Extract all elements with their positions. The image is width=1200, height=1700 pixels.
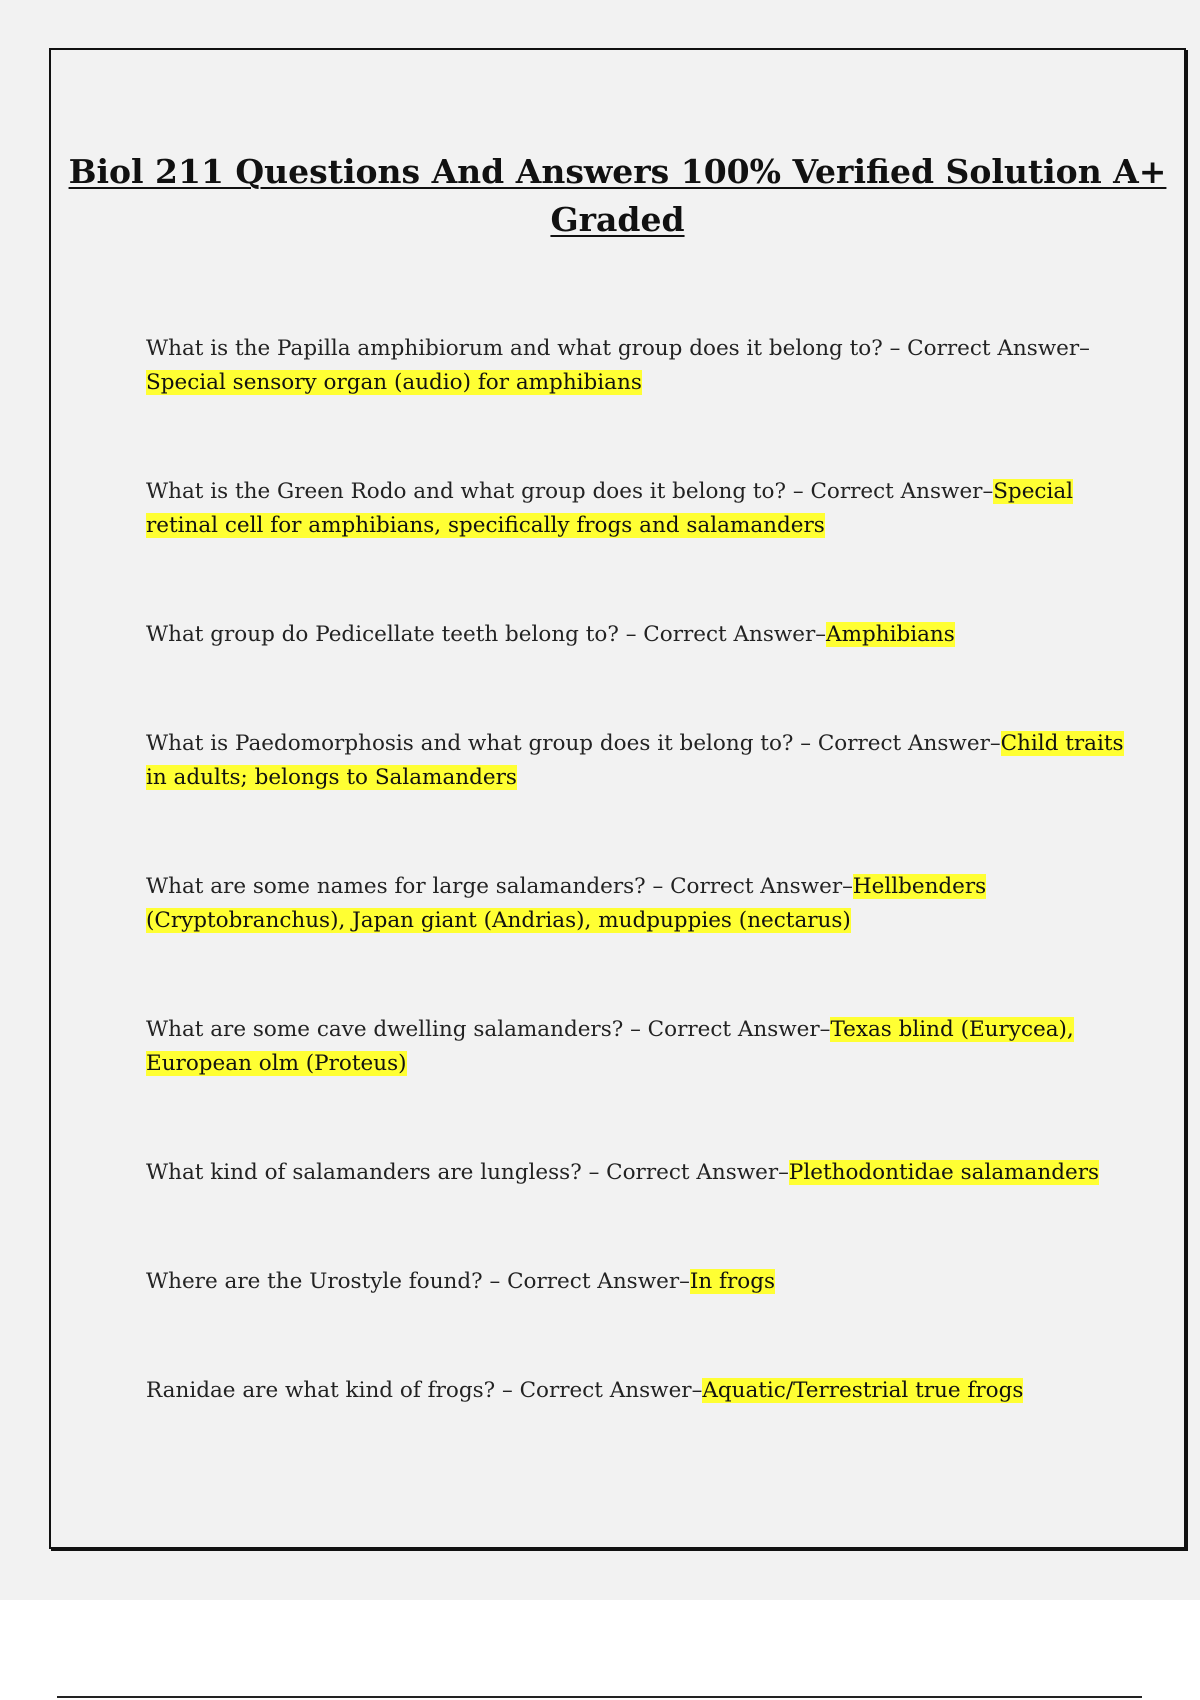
question-text: What are some names for large salamanders? xyxy=(146,874,646,899)
answer-separator: – Correct Answer– xyxy=(645,874,853,899)
question-text: What kind of salamanders are lungless? xyxy=(146,1160,582,1185)
question-text: What is the Papilla amphibiorum and what group does it belong to? xyxy=(146,336,883,361)
question-text: What is the Green Rodo and what group does it belong to? xyxy=(146,479,787,504)
qa-item xyxy=(146,870,1136,938)
highlighted-answer: In frogs xyxy=(689,1269,776,1294)
bottom-divider xyxy=(57,1696,1142,1698)
question-text: What group do Pedicellate teeth belong to? xyxy=(146,622,619,647)
qa-item xyxy=(146,1374,1136,1408)
highlighted-answer: Texas blind (Eurycea), European olm (Proteus) xyxy=(146,1017,1074,1076)
question-text: Ranidae are what kind of frogs? xyxy=(146,1378,496,1403)
qa-item xyxy=(146,1156,1136,1190)
qa-item xyxy=(146,618,1136,652)
highlighted-answer: Special retinal cell for amphibians, specifically frogs and salamanders xyxy=(146,479,1074,538)
question-text: What are some cave dwelling salamanders? xyxy=(146,1017,624,1042)
answer-separator: – Correct Answer– xyxy=(581,1160,789,1185)
answer-separator: – Correct Answer– xyxy=(882,336,1090,361)
qa-item xyxy=(146,727,1136,795)
document-title: Biol 211 Questions And Answers 100% Verified Solution A+ Graded xyxy=(68,152,1167,239)
highlighted-answer: Plethodontidae salamanders xyxy=(788,1160,1100,1185)
qa-item xyxy=(146,1013,1136,1081)
qa-item xyxy=(146,332,1136,400)
highlighted-answer: Aquatic/Terrestrial true frogs xyxy=(702,1378,1024,1403)
highlighted-answer: Child traits in adults; belongs to Salamanders xyxy=(146,731,1124,790)
answer-separator: – Correct Answer– xyxy=(623,1017,831,1042)
answer-separator: – Correct Answer– xyxy=(786,479,994,504)
answer-separator: – Correct Answer– xyxy=(495,1378,703,1403)
qa-item xyxy=(146,475,1136,543)
answer-separator: – Correct Answer– xyxy=(793,731,1001,756)
qa-item xyxy=(146,1265,1136,1299)
question-text: What is Paedomorphosis and what group does it belong to? xyxy=(146,731,794,756)
highlighted-answer: Amphibians xyxy=(826,622,955,647)
highlighted-answer: Hellbenders (Cryptobranchus), Japan giant (Andrias), mudpuppies (nectarus) xyxy=(146,874,987,933)
question-text: Where are the Urostyle found? xyxy=(146,1269,483,1294)
document-frame xyxy=(49,48,1186,1549)
answer-separator: – Correct Answer– xyxy=(482,1269,690,1294)
highlighted-answer: Special sensory organ (audio) for amphibians xyxy=(146,370,642,395)
qa-list xyxy=(146,332,1136,1408)
answer-separator: – Correct Answer– xyxy=(618,622,827,647)
